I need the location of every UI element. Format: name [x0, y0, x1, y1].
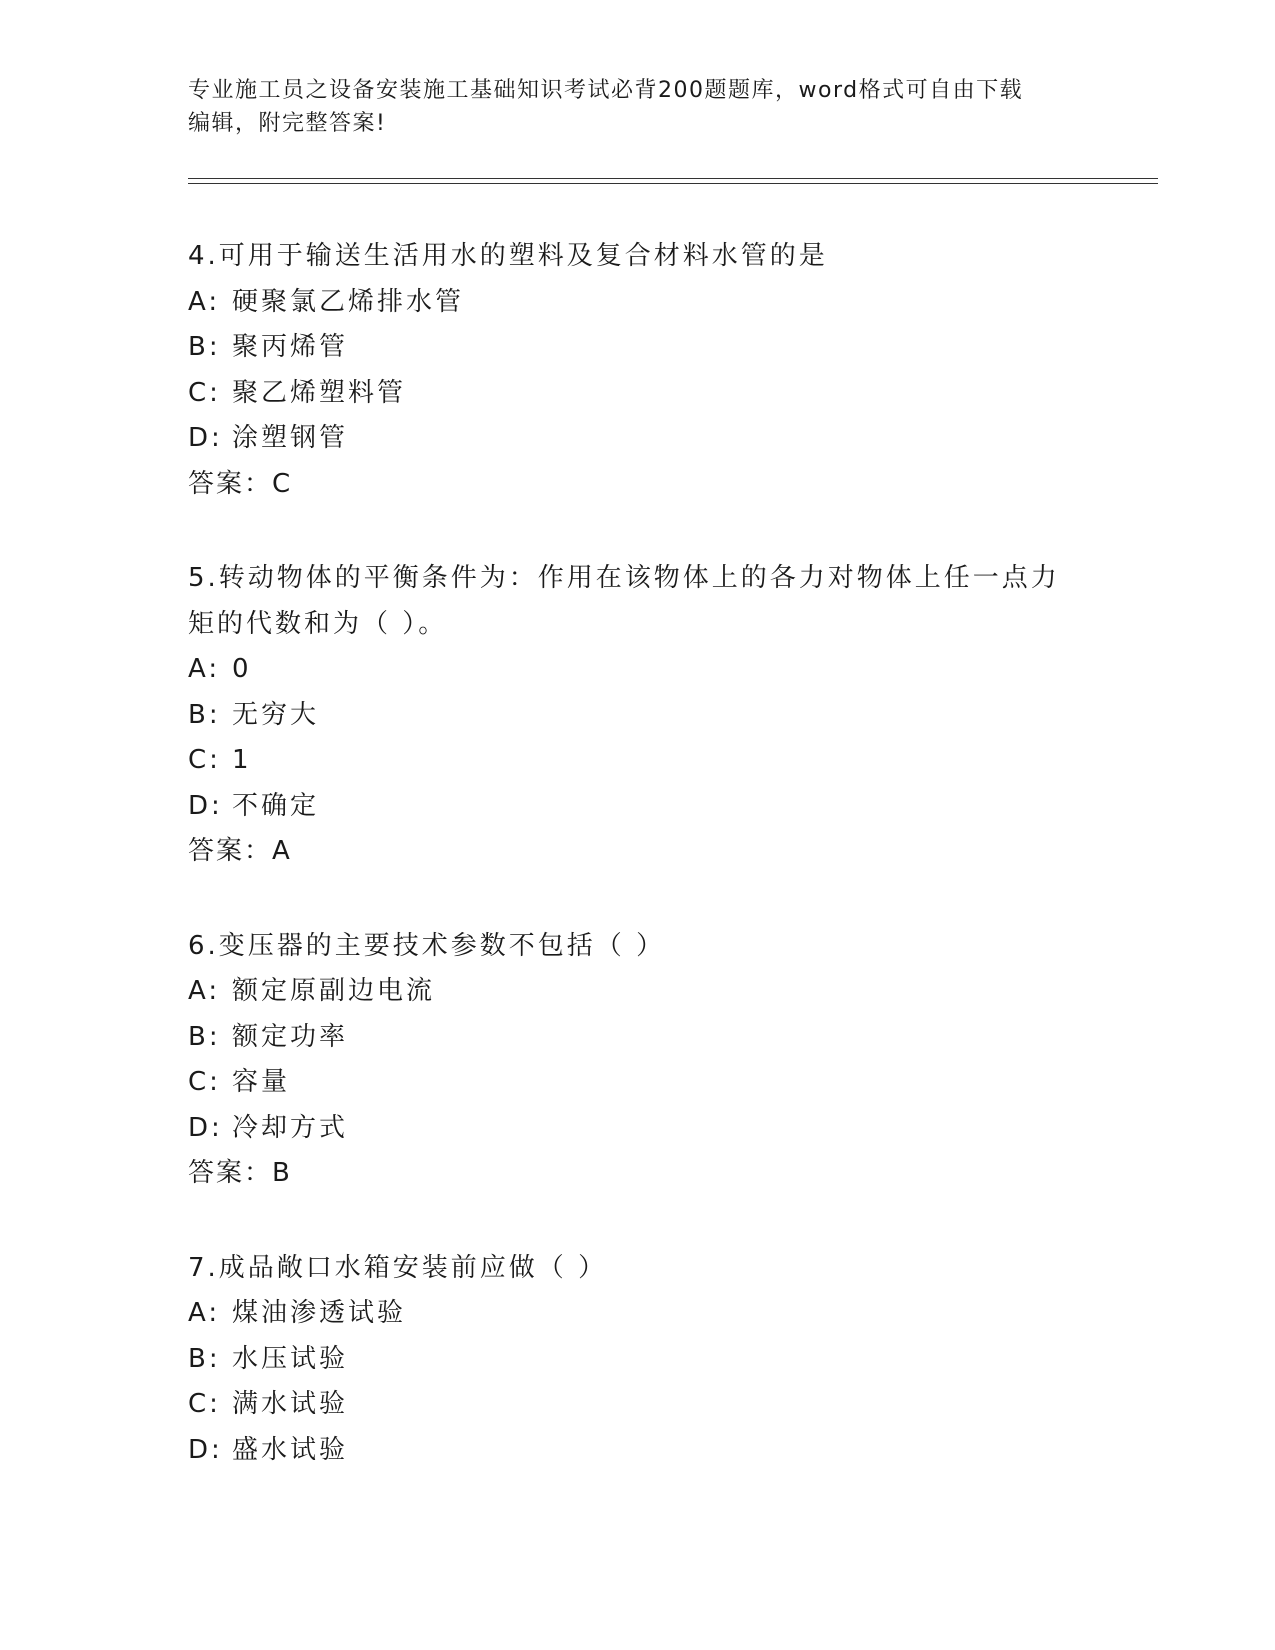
option-a	[188, 280, 1088, 326]
question-item	[188, 556, 1088, 875]
option-text: 容量	[232, 1067, 291, 1097]
option-key: B:	[188, 699, 221, 730]
option-text: 满水试验	[232, 1389, 349, 1419]
option-key: D:	[188, 790, 223, 821]
option-d	[188, 784, 1088, 830]
header-divider-bottom	[188, 183, 1158, 184]
option-key: D:	[188, 1434, 223, 1465]
option-d	[188, 416, 1088, 462]
option-text: 冷却方式	[232, 1112, 349, 1143]
option-text: 聚乙烯塑料管	[232, 377, 407, 408]
option-text: 水压试验	[232, 1343, 349, 1374]
option-text: 额定功率	[232, 1021, 349, 1052]
option-text: 聚丙烯管	[232, 332, 349, 362]
option-b	[188, 325, 1088, 371]
option-key: D:	[188, 1112, 223, 1143]
option-key: B:	[188, 332, 221, 362]
option-text: 不确定	[232, 790, 320, 821]
option-b	[188, 1015, 1088, 1061]
option-key: D:	[188, 423, 223, 453]
option-text: 无穷大	[232, 699, 320, 730]
answer-line: 答案：A	[188, 836, 292, 866]
answer-line: 答案：B	[188, 1158, 292, 1188]
header-title-line-1: 专业施工员之设备安装施工基础知识考试必背200题题库，word格式可自由下载	[188, 78, 1024, 103]
option-text: 盛水试验	[232, 1434, 349, 1465]
option-d	[188, 1428, 1088, 1474]
option-a	[188, 647, 1088, 693]
question-stem: 7.成品敞口水箱安装前应做（ ）	[188, 1252, 608, 1283]
option-text: 煤油渗透试验	[232, 1298, 407, 1328]
question-item	[188, 234, 1088, 507]
option-c	[188, 1382, 1088, 1428]
option-a	[188, 1291, 1088, 1337]
option-text: 1	[232, 745, 252, 775]
option-key: A:	[188, 976, 221, 1006]
option-text: 硬聚氯乙烯排水管	[232, 286, 465, 317]
option-c	[188, 1060, 1088, 1106]
question-stem-line-1: 5.转动物体的平衡条件为：作用在该物体上的各力对物体上任一点力	[188, 563, 1060, 593]
header-divider-top	[188, 178, 1158, 179]
answer-line: 答案：C	[188, 468, 293, 499]
option-key: C:	[188, 1067, 221, 1097]
question-list	[188, 234, 1088, 1522]
question-stem-line-2: 矩的代数和为（ ）。	[188, 608, 448, 639]
question-stem: 4.可用于输送生活用水的塑料及复合材料水管的是	[188, 241, 828, 271]
document-header	[188, 74, 1088, 140]
option-c	[188, 371, 1088, 417]
option-a	[188, 969, 1088, 1015]
option-key: C:	[188, 745, 221, 775]
option-text: 0	[232, 654, 252, 684]
option-c	[188, 738, 1088, 784]
header-title-line-2: 编辑，附完整答案!	[188, 111, 387, 136]
option-key: A:	[188, 654, 221, 684]
option-key: C:	[188, 1389, 221, 1419]
option-key: A:	[188, 1298, 221, 1328]
option-b	[188, 693, 1088, 739]
option-key: A:	[188, 286, 221, 317]
option-d	[188, 1106, 1088, 1152]
option-text: 涂塑钢管	[232, 423, 349, 453]
question-stem: 6.变压器的主要技术参数不包括（ ）	[188, 930, 666, 961]
question-item	[188, 1246, 1088, 1474]
option-key: C:	[188, 377, 221, 408]
option-key: B:	[188, 1021, 221, 1052]
option-text: 额定原副边电流	[232, 976, 436, 1006]
option-b	[188, 1337, 1088, 1383]
option-key: B:	[188, 1343, 221, 1374]
question-item	[188, 924, 1088, 1197]
